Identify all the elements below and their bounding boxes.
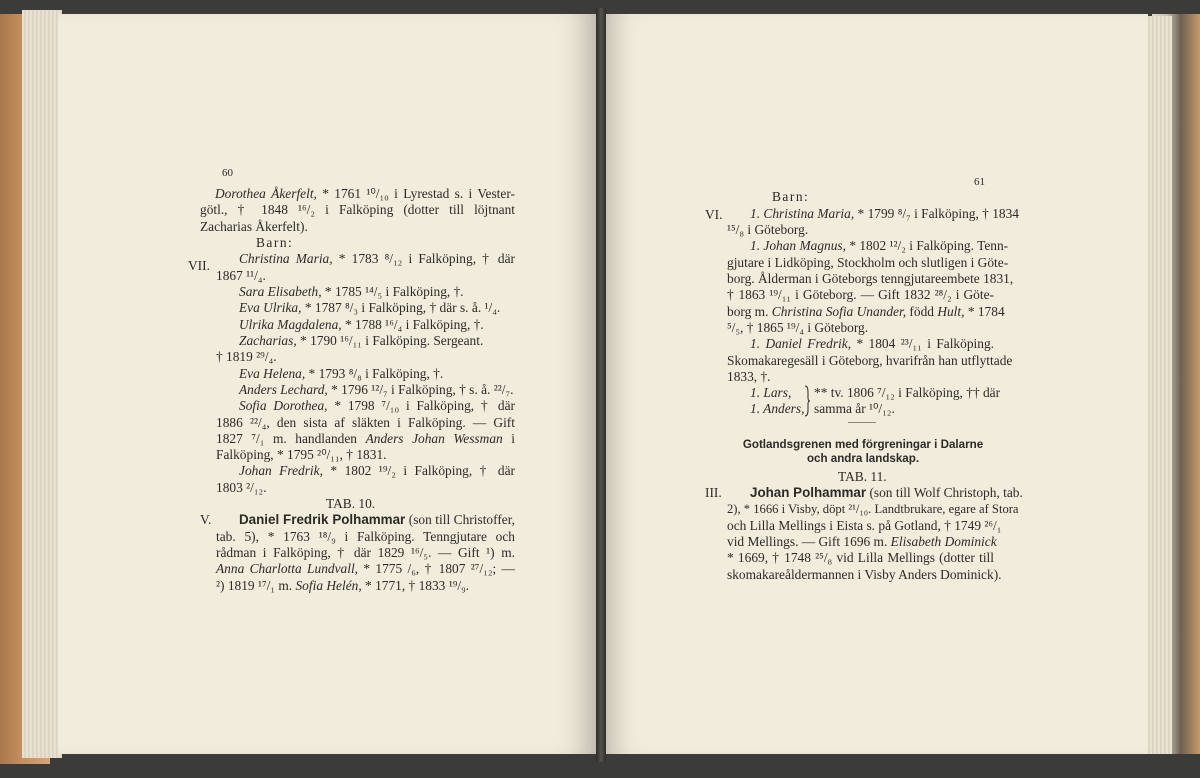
text-line: 1833, †. [727, 369, 771, 384]
text-line: Daniel Fredrik Polhammar (son till Christoffer, [239, 512, 515, 527]
text-line: borg. Ålderman i Göteborgs tenngjutareembete 1831, [727, 271, 1014, 286]
text-line: Skomakaregesäll i Göteborg, hvarifrån han utflyttade [727, 353, 1013, 368]
text-line: 1. Daniel Fredrik, * 1804 ²³/₁₁ i Falköping. [750, 336, 994, 351]
section-heading: Barn: [772, 189, 810, 204]
text-line: ⁵/₅, † 1865 ¹⁹/₄ i Göteborg. [727, 320, 869, 335]
text-line: gjutare i Lidköping, Stockholm och slutligen i Göte- [727, 255, 1009, 270]
page-number: 61 [974, 176, 985, 188]
section-heading: Barn: [256, 235, 294, 250]
text-line: * 1669, † 1748 ²⁵/₈ vid Lilla Mellings (dotter till [727, 550, 994, 565]
section-title: och andra landskap. [806, 452, 920, 465]
text-line: ²) 1819 ¹⁷/₁ m. Sofia Helén, * 1771, † 1833 ¹⁹/₉. [216, 578, 470, 593]
text-line: Anna Charlotta Lundvall, * 1775 /₆, † 1807 ²⁷/₁₂; — [216, 561, 515, 576]
left-page [58, 14, 598, 754]
text-line: Ulrika Magdalena, * 1788 ¹⁶/₄ i Falköping, †. [239, 317, 484, 332]
text-line: Eva Helena, * 1793 ⁸/₈ i Falköping, †. [239, 366, 444, 381]
text-line: rådman i Falköping, † där 1829 ¹⁶/₅. — Gift ¹) m. [216, 545, 515, 560]
text-line: 2), * 1666 i Visby, döpt ²¹/₁₀. Landtbrukare, egare af Stora [727, 502, 1019, 516]
text-line: borg m. Christina Sofia Unander, född Hult, * 1784 [727, 304, 1005, 319]
page-edges-right [1146, 16, 1172, 754]
table-heading: TAB. 11. [838, 469, 887, 484]
text-line: 1867 ¹¹/₄. [216, 268, 266, 283]
text-line: Sara Elisabeth, * 1785 ¹⁴/₅ i Falköping, †. [239, 284, 464, 299]
text-line: Dorothea Åkerfelt, * 1761 ¹⁰/₁₀ i Lyrestad s. i Vester- [215, 186, 515, 201]
generation-numeral: VI. [705, 207, 723, 222]
text-line: Eva Ulrika, * 1787 ⁸/₃ i Falköping, † där s. å. ¹/₄. [239, 300, 501, 315]
text-line: Sofia Dorothea, * 1798 ⁷/₁₀ i Falköping, † där [239, 398, 515, 413]
text-line: vid Mellings. — Gift 1696 m. Elisabeth Dominick [727, 534, 997, 549]
text-line: 1. Johan Magnus, * 1802 ¹²/₂ i Falköping. Tenn- [750, 238, 1009, 253]
text-line: 1. Anders, [750, 401, 805, 416]
text-line: 1. Lars, [750, 385, 792, 400]
brace-icon [802, 384, 812, 418]
text-line: 1. Christina Maria, * 1799 ⁸/₇ i Falköping, † 1834 [750, 206, 1019, 221]
section-title: Gotlandsgrenen med förgreningar i Dalarne [742, 438, 984, 451]
generation-numeral: VII. [188, 258, 210, 273]
text-line: samma år ¹⁰/₁₂. [814, 401, 895, 416]
book-spine [596, 8, 606, 762]
text-line: tab. 5), * 1763 ¹⁸/₉ i Falköping. Tenngjutare och [216, 529, 515, 544]
text-line: ¹⁵/₈ i Göteborg. [727, 222, 809, 237]
text-line: Anders Lechard, * 1796 ¹²/₇ i Falköping, † s. å. ²²/₇. [239, 382, 514, 397]
page-edges-left [22, 10, 62, 758]
text-line: götl., † 1848 ¹⁶/₂ i Falköping (dotter till löjtnant [200, 202, 515, 217]
right-page [604, 14, 1148, 754]
generation-numeral: V. [200, 512, 212, 527]
text-line: 1886 ²²/₄, den sista af släkten i Falköping. — Gift [216, 415, 515, 430]
divider [848, 422, 876, 423]
page-number: 60 [222, 167, 233, 179]
text-line: Christina Maria, * 1783 ⁸/₁₂ i Falköping, † där [239, 251, 515, 266]
text-line: skomakareåldermannen i Visby Anders Dominick). [727, 567, 1002, 582]
text-line: Johan Fredrik, * 1802 ¹⁹/₂ i Falköping, † där [239, 463, 516, 478]
text-line: † 1863 ¹⁹/₁₁ i Göteborg. — Gift 1832 ²⁸/₂ i Göte- [727, 287, 994, 302]
text-line: 1827 ⁷/₁ m. handlanden Anders Johan Wessman i [216, 431, 515, 446]
text-line: Johan Polhammar (son till Wolf Christoph, tab. [750, 485, 1023, 500]
text-line: Zacharias, * 1790 ¹⁶/₁₁ i Falköping. Sergeant. [239, 333, 484, 348]
text-line: 1803 ²/₁₂. [216, 480, 267, 495]
text-line: och Lilla Mellings i Eista s. på Gotland, † 1749 ²⁶/₁ [727, 518, 1002, 533]
text-line: ** tv. 1806 ⁷/₁₂ i Falköping, †† där [814, 385, 1001, 400]
text-line: † 1819 ²⁹/₄. [216, 349, 277, 364]
text-line: Falköping, * 1795 ²⁰/₁₁, † 1831. [216, 447, 387, 462]
generation-numeral: III. [705, 485, 722, 500]
table-heading: TAB. 10. [326, 496, 376, 511]
text-line: Zacharias Åkerfelt). [200, 219, 308, 234]
